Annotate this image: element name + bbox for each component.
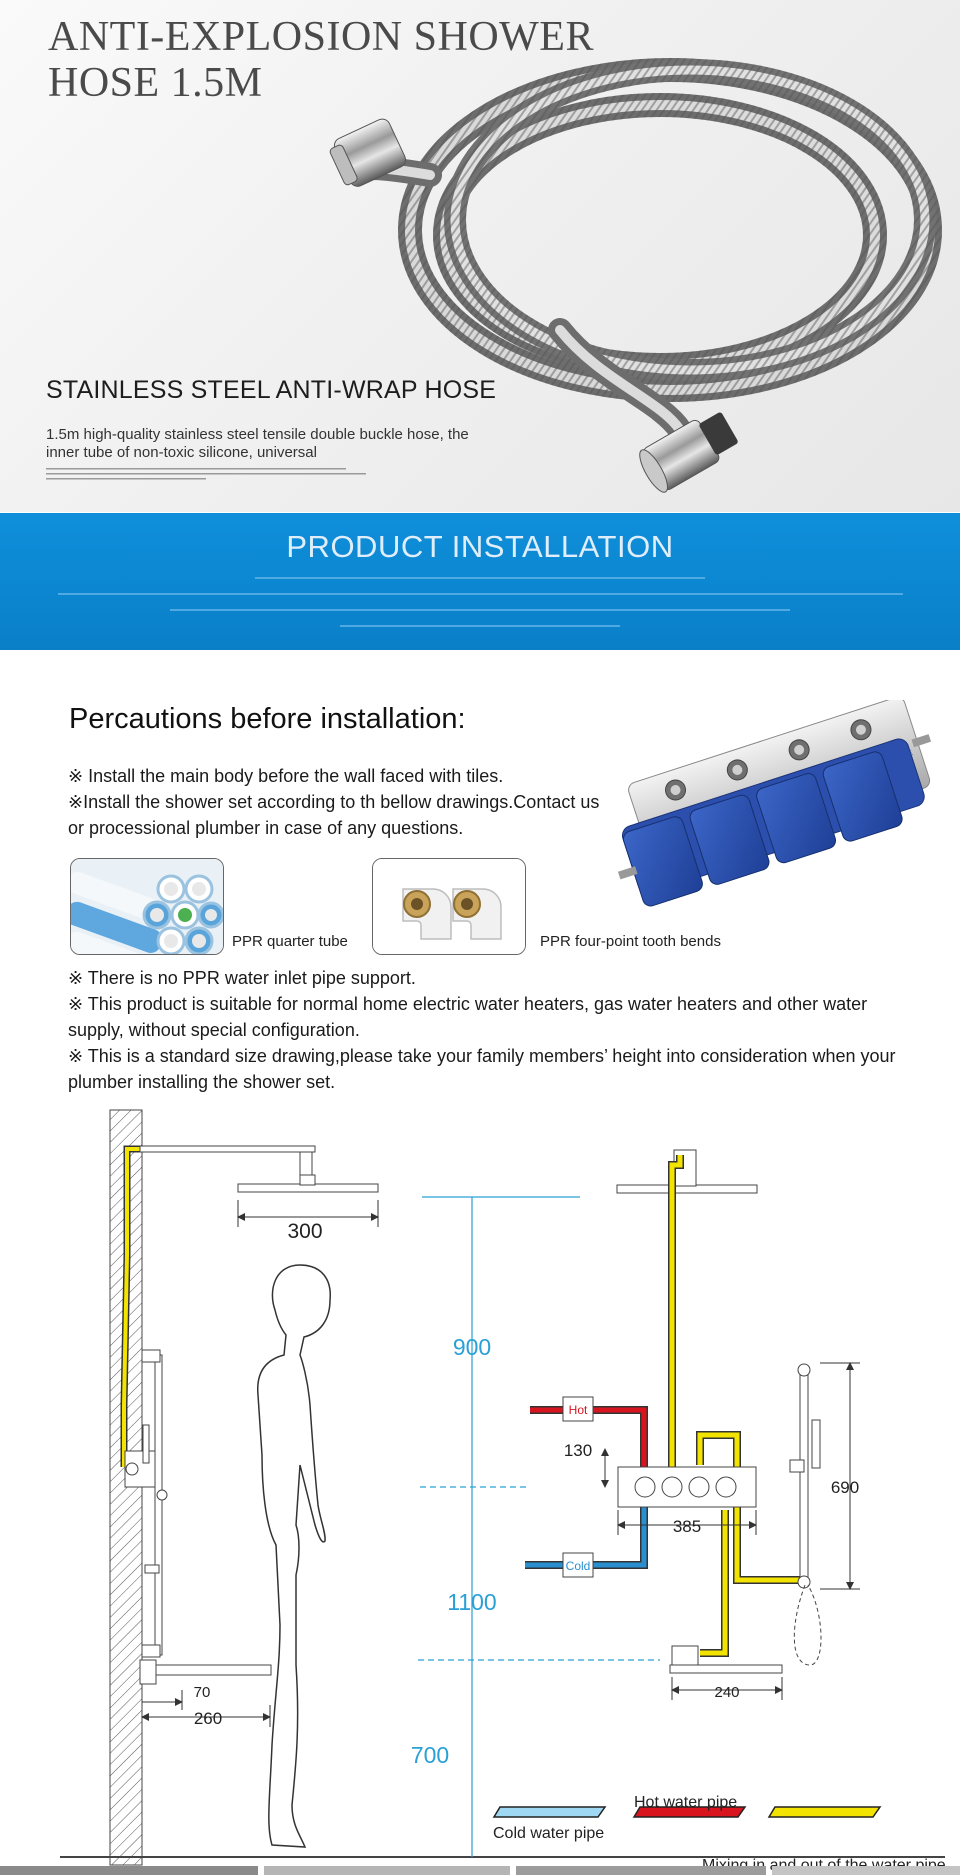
precautions-title: Percautions before installation: (69, 703, 466, 735)
precaution-note: ※Install the shower set according to th bellow drawings.Contact us or processional plumber in case of any questions. (68, 792, 600, 838)
banner-fine-print (40, 575, 920, 645)
dim-rail-height: 690 (830, 1478, 860, 1497)
next-image-strip (516, 1866, 766, 1875)
front-view (525, 1150, 860, 1701)
precaution-note: ※ This product is suitable for normal home electric water heaters, gas water heaters and other water supply, without special configuration. (68, 994, 868, 1040)
slide-rail-side (155, 1355, 162, 1655)
dim-spout-length: 70 (193, 1684, 211, 1701)
legend-cold-label: Cold water pipe (493, 1825, 605, 1842)
hero-section (0, 0, 960, 512)
ppr-bend-caption: PPR four-point tooth bends (540, 933, 721, 950)
precaution-note: ※ Install the main body before the wall faced with tiles. (68, 766, 504, 786)
installation-diagram (0, 1105, 960, 1870)
hero-subtitle: STAINLESS STEEL ANTI-WRAP HOSE (46, 376, 497, 404)
ppr-tube-image (70, 858, 224, 955)
ppr-tube-caption: PPR quarter tube (232, 933, 348, 950)
dim-wall-gap: 260 (193, 1709, 223, 1728)
installation-banner (0, 513, 960, 650)
precaution-note: ※ There is no PPR water inlet pipe support. (68, 968, 416, 988)
dim-head-arm: 300 (287, 1220, 323, 1243)
hero-fine-print (46, 466, 376, 482)
tub-spout-front (670, 1665, 782, 1673)
valve-mode-label: MODE (888, 748, 914, 765)
hero-description: 1.5m high-quality stainless steel tensile double buckle hose, the inner tube of non-toxic silicone, universal (46, 426, 469, 461)
slide-rail-front (800, 1370, 808, 1580)
concealed-valve-image (600, 700, 950, 910)
cold-tag: Cold (565, 1559, 591, 1573)
ppr-bend-image (372, 858, 526, 955)
banner-title: PRODUCT INSTALLATION (286, 529, 674, 564)
dim-valve-offset: 130 (563, 1441, 593, 1460)
dim-valve-width: 385 (672, 1517, 702, 1536)
hero-title: ANTI-EXPLOSION SHOWER HOSE 1.5M (48, 14, 594, 106)
precaution-note: ※ This is a standard size drawing,please take your family members’ height into consideration when your plumber installing the shower set. (68, 1046, 896, 1092)
person-silhouette (258, 1265, 331, 1847)
next-image-strip (264, 1866, 510, 1875)
legend-mix-swatch (769, 1807, 880, 1817)
next-image-strip (0, 1866, 258, 1875)
legend-hot-label: Hot water pipe (634, 1794, 738, 1811)
next-image-strip (772, 1866, 960, 1875)
dim-mid-height: 1100 (447, 1589, 497, 1615)
legend-cold-swatch (494, 1807, 605, 1817)
dim-upper-height: 900 (452, 1334, 492, 1360)
hot-tag: Hot (568, 1403, 588, 1417)
fine-print-lines (46, 466, 376, 480)
dim-lower-height: 700 (410, 1742, 450, 1768)
tub-spout-side (156, 1665, 271, 1675)
dim-spout-width: 240 (714, 1684, 740, 1701)
height-dimensions (411, 1197, 660, 1857)
